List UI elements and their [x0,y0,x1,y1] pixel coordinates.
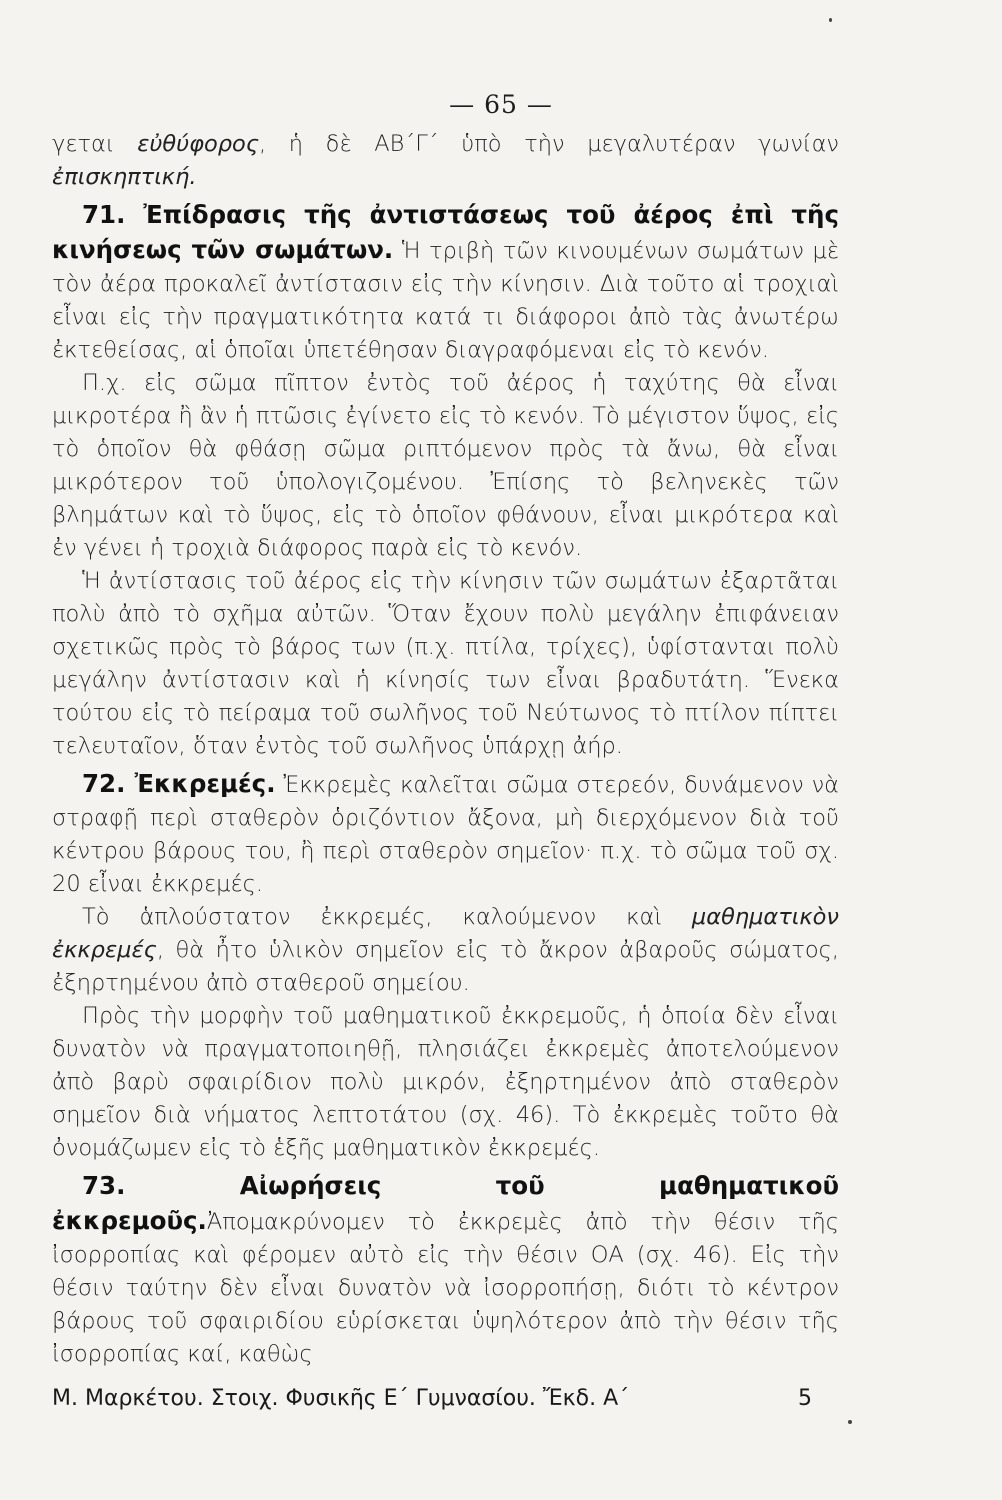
section-71-paragraph-3: Ἡ ἀντίστασις τοῦ ἀέρος εἰς τὴν κίνησιν τῶν σωμάτων ἐξαρτᾶται πολὺ ἀπὸ τὸ σχῆμα αὐτῶν. Ὅταν ἔχουν πολὺ μεγάλην ἐπιφάνειαν σχετικῶς πρὸς τὸ βάρος των (π.χ. πτίλα, τρίχες), ὑφίστανται πολὺ μεγάλην ἀντίστασιν καὶ ἡ κίνησίς των εἶναι βραδυτάτη. Ἕνεκα τούτου εἰς τὸ πείραμα τοῦ σωλῆνος τοῦ Νεύτωνος τὸ πτίλον πίπτει τελευταῖον, ὅταν ἐντὸς τοῦ σωλῆνος ὑπάρχῃ ἀήρ. [52,568,839,759]
intro-term-2: ἐπισκηπτική. [52,164,197,190]
section-73-heading: 73. Αἰωρήσεις τοῦ μαθηματικοῦ ἐκκρεμοῦς. [52,1171,839,1235]
section-72-heading: 72. Ἐκκρεμές. [82,769,276,798]
page-number: — 65 — [449,90,553,119]
section-71-text: Ἡ τριβὴ τῶν κινουμένων σωμάτων μὲ τὸν ἀέρα προκαλεῖ ἀντίστασιν εἰς τὴν κίνησιν. Διὰ τοῦτο αἱ τροχιαὶ εἶναι εἰς τὴν πραγματικότητα κατά τι διάφοροι ἀπὸ τὰς ἀνωτέρω ἐκτεθείσας, αἱ ὁποῖαι ὑπετέθησαν διαγραφόμεναι εἰς τὸ κενόν. [52,238,839,363]
page-footer [52,1386,812,1411]
paper-speck [848,1420,852,1424]
section-72-term: μαθηματικὸν ἐκκρεμές [52,904,839,963]
section-71-paragraph [52,198,839,367]
intro-term: εὐθύφορος [137,131,260,157]
section-73-paragraph [52,1169,839,1371]
body-text [52,128,839,1371]
paper-speck [829,18,832,22]
section-71-paragraph-2: Π.χ. εἰς σῶμα πῖπτον ἐντὸς τοῦ ἀέρος ἡ ταχύτης θὰ εἶναι μικροτέρα ἢ ἂν ἡ πτῶσις ἐγίνετο εἰς τὸ κενόν. Τὸ μέγιστον ὕψος, εἰς τὸ ὁποῖον θὰ φθάσῃ σῶμα ριπτόμενον πρὸς τὰ ἄνω, θὰ εἶναι μικρότερον τοῦ ὑπολογιζομένου. Ἐπίσης τὸ βεληνεκὲς τῶν βλημάτων καὶ τὸ ὕψος, εἰς τὸ ὁποῖον φθάνουν, εἶναι μικρότερα καὶ ἐν γένει ἡ τροχιὰ διάφορος παρὰ εἰς τὸ κενόν. [52,370,839,561]
section-72-p2-text: Τὸ ἁπλούστατον ἐκκρεμές, καλούμενον καὶ [82,904,692,930]
section-72-text: Ἐκκρεμὲς καλεῖται σῶμα στερεόν, δυνάμενον νὰ στραφῇ περὶ σταθερὸν ὁριζόντιον ἄξονα, μὴ διερχόμενον διὰ τοῦ κέντρου βάρους του, ἢ περὶ σταθερὸν σημεῖον· π.χ. τὸ σῶμα τοῦ σχ. 20 εἶναι ἐκκρεμές. [52,772,839,897]
section-73-text: Ἀπομακρύνομεν τὸ ἐκκρεμὲς ἀπὸ τὴν θέσιν τῆς ἰσορροπίας καὶ φέρομεν αὐτὸ εἰς τὴν θέσιν ΟΑ (σχ. 46). Εἰς τὴν θέσιν ταύτην δὲν εἶναι δυνατὸν νὰ ἰσορροπήσῃ, διότι τὸ κέντρον βάρους τοῦ σφαιριδίου εὑρίσκεται ὑψηλότερον ἀπὸ τὴν θέσιν τῆς ἰσορροπίας καί, καθὼς [52,1209,839,1367]
section-71-heading: 71. Ἐπίδρασις τῆς ἀντιστάσεως τοῦ ἀέρος ἐπὶ τῆς κινήσεως τῶν σωμάτων. [52,200,839,264]
section-72-paragraph-2 [52,901,839,1000]
intro-text: γεται [52,131,138,157]
footer-signature-number: 5 [798,1386,812,1411]
section-72-paragraph [52,767,839,901]
section-72-paragraph-3: Πρὸς τὴν μορφὴν τοῦ μαθηματικοῦ ἐκκρεμοῦς, ἡ ὁποία δὲν εἶναι δυνατὸν νὰ πραγματοποιηθῇ, πλησιάζει ἐκκρεμὲς ἀποτελούμενον ἀπὸ βαρὺ σφαιρίδιον πολὺ μικρόν, ἐξηρτημένον ἀπὸ σταθερὸν σημεῖον διὰ νήματος λεπτοτάτου (σχ. 46). Τὸ ἐκκρεμὲς τοῦτο θὰ ὀνομάζωμεν εἰς τὸ ἑξῆς μαθηματικὸν ἐκκρεμές. [52,1003,839,1161]
intro-text-cont: , ἡ δὲ ΑΒ΄Γ΄ ὑπὸ τὴν μεγαλυτέραν γωνίαν [259,131,839,157]
section-72-p2-text-cont: , θὰ ἦτο ὑλικὸν σημεῖον εἰς τὸ ἄκρον ἀβαροῦς σώματος, ἐξηρτημένου ἀπὸ σταθεροῦ σημείου. [52,937,839,996]
intro-paragraph [52,128,839,194]
footer-citation: Μ. Μαρκέτου. Στοιχ. Φυσικῆς Ε΄ Γυμνασίου. Ἔκδ. Α΄ [52,1386,630,1411]
